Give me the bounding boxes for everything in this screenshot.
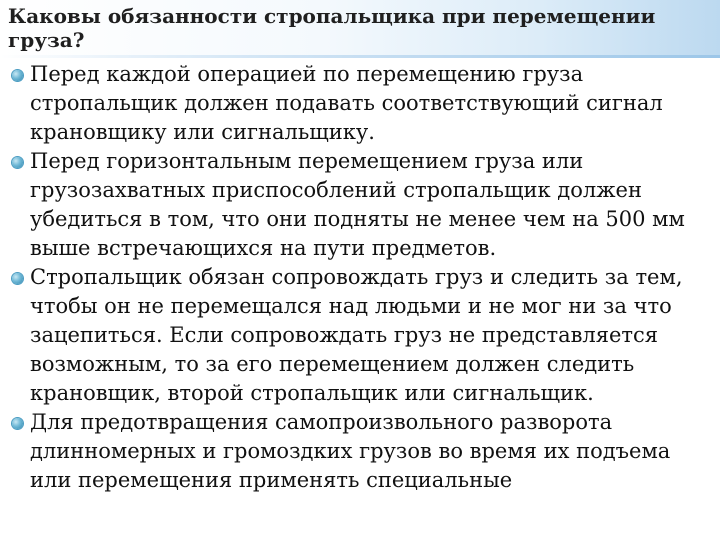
bullet-item bbox=[10, 60, 710, 147]
bullet-item bbox=[10, 263, 710, 408]
bullet-item bbox=[10, 408, 710, 495]
bullet-dot-icon bbox=[12, 418, 23, 429]
slide-title: Каковы обязанности стропальщика при перемещении груза? bbox=[8, 4, 656, 52]
bullet-dot-icon bbox=[12, 70, 23, 81]
bullet-list bbox=[10, 60, 710, 495]
bullet-text: Перед горизонтальным перемещением груза или грузозахватных приспособлений стропальщик должен убедиться в том, что они подняты не менее чем на 500 мм выше встречающихся на пути предметов. bbox=[30, 149, 685, 260]
bullet-dot-icon bbox=[12, 157, 23, 168]
bullet-text: Перед каждой операцией по перемещению груза стропальщик должен подавать соответствующий сигнал крановщику или сигнальщику. bbox=[30, 62, 663, 144]
bullet-text: Стропальщик обязан сопровождать груз и следить за тем, чтобы он не перемещался над людьми и не мог ни за что зацепиться. Если сопровождать груз не представляется возможным, то за его перемещением должен следить крановщик, второй стропальщик или сигнальщик. bbox=[30, 265, 683, 405]
bullet-text: Для предотвращения самопроизвольного разворота длинномерных и громоздких грузов во время их подъема или перемещения применять специальные bbox=[30, 410, 671, 492]
bullet-dot-icon bbox=[12, 273, 23, 284]
bullet-item bbox=[10, 147, 710, 263]
